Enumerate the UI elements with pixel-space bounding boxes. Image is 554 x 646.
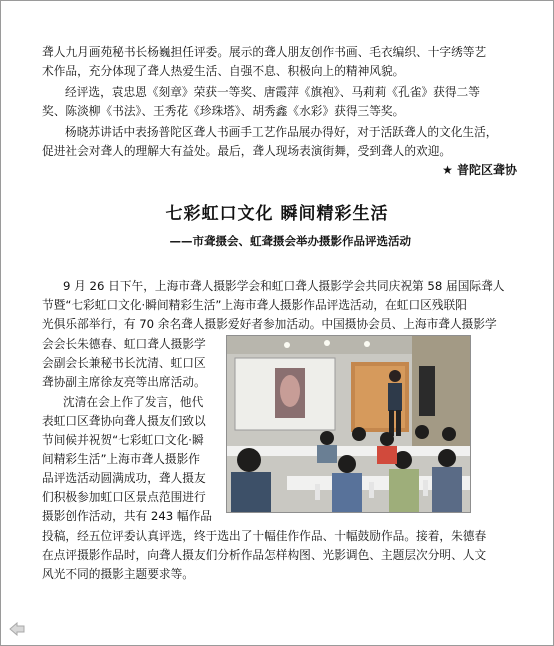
body-line: 表虹口区聋协向聋人摄友们致以 — [42, 414, 206, 428]
body-line: 风光不同的摄影主题要求等。 — [42, 567, 194, 581]
article-title: 七彩虹口文化 瞬间精彩生活 — [165, 204, 389, 224]
body-line: 节间候并祝贺“七彩虹口文化·瞬 — [42, 433, 204, 447]
body-line: 品评选活动圆满成功，聋人摄友 — [42, 471, 206, 485]
back-arrow-icon[interactable] — [9, 622, 25, 636]
body-line: 会副会长兼秘书长沈清、虹口区 — [42, 356, 206, 370]
body-line: 聋协副主席徐友亮等出席活动。 — [42, 375, 206, 389]
event-photo-scene — [227, 336, 470, 512]
body-line: 光俱乐部举行，有 70 余名聋人摄影爱好者参加活动。中国摄协会员、上海市聋人摄影学 — [42, 317, 497, 331]
paragraph-line: 促进社会对聋人的理解大有益处。最后，聋人现场表演街舞，受到聋人的欢迎。 — [42, 144, 452, 158]
body-line: 摄影创作活动，共有 243 幅作品 — [42, 509, 212, 523]
body-line: 间精彩生活”上海市聋人摄影作 — [42, 452, 200, 466]
paragraph-line: 奖、陈淡柳《书法》、王秀花《珍珠塔》、胡秀鑫《水彩》获得三等奖。 — [42, 104, 405, 118]
event-photo — [226, 335, 471, 513]
paragraph-line: 术作品，充分体现了聋人热爱生活、自强不息、积极向上的精神风貌。 — [42, 64, 405, 78]
article-subtitle: ——市聋摄会、虹聋摄会举办摄影作品评选活动 — [169, 234, 411, 248]
body-line: 们积极参加虹口区景点范围进行 — [42, 490, 206, 504]
body-line: 会会长朱德春、虹口聋人摄影学 — [42, 337, 206, 351]
body-line: 在点评摄影作品时，向聋人摄友们分析作品怎样构图、光影调色、主题层次分明、人文 — [42, 548, 487, 562]
body-line: 9 月 26 日下午，上海市聋人摄影学会和虹口聋人摄影学会共同庆祝第 58 届国际聋人 — [63, 279, 505, 293]
paragraph-line: 聋人九月画苑秘书长杨巍担任评委。展示的聋人朋友创作书画、毛衣编织、十字绣等艺 — [42, 45, 487, 59]
author-signature: ★ 普陀区聋协 — [442, 163, 517, 177]
paragraph-line: 杨晓苏讲话中表扬普陀区聋人书画手工艺作品展办得好，对于活跃聋人的文化生活， — [65, 125, 498, 139]
body-line: 节暨“七彩虹口文化·瞬间精彩生活”上海市聋人摄影作品评选活动，在虹口区残联阳 — [42, 298, 467, 312]
paragraph-line: 经评选，袁忠恩《刻章》荣获一等奖、唐霞萍《旗袍》、马莉莉《孔雀》获得二等 — [65, 85, 480, 99]
body-line: 沈清在会上作了发言，他代 — [63, 395, 204, 409]
body-line: 投稿，经五位评委认真评选，终于选出了十幅佳作作品、十幅鼓励作品。接着，朱德春 — [42, 529, 487, 543]
